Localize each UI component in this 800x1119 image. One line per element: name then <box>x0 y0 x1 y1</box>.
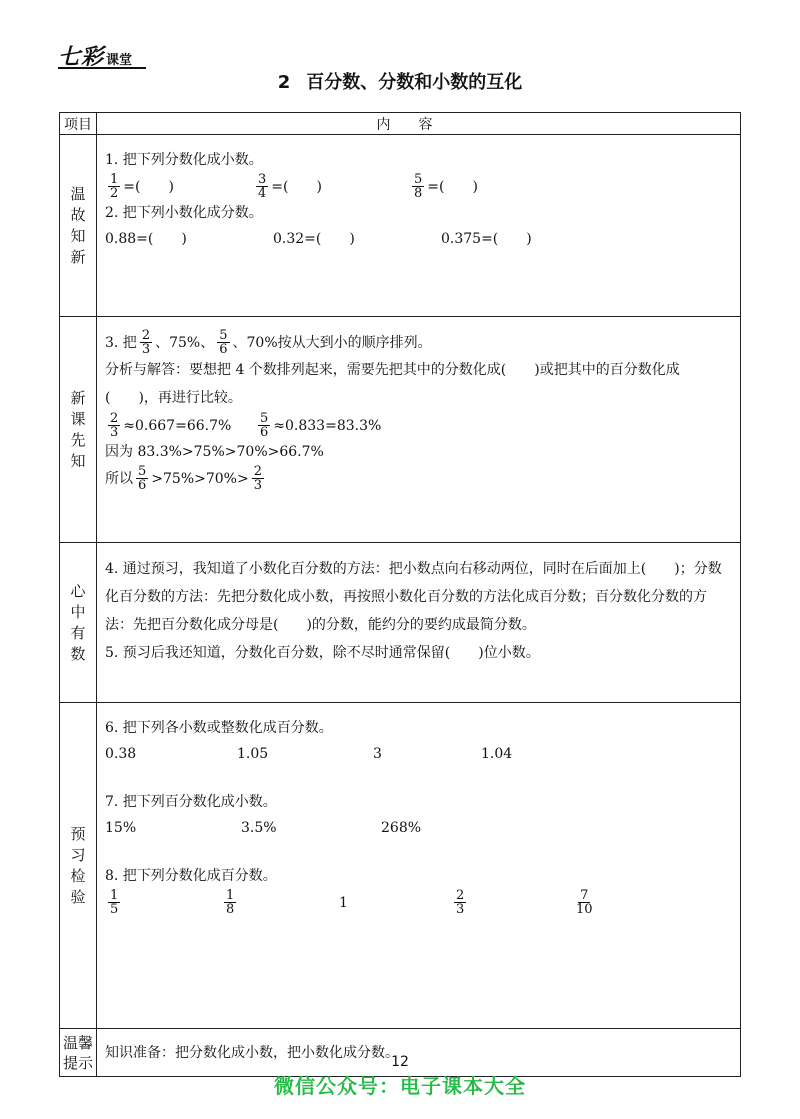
because-line: 因为 83.3%>75%>70%>66.7% <box>105 444 324 460</box>
table-header-row <box>60 113 741 135</box>
q6-text: 6. 把下列各小数或整数化成百分数。 <box>105 720 333 736</box>
logo-script: 七彩 <box>58 45 105 70</box>
q7-item: 268% <box>381 820 422 836</box>
q2-item: 0.375=( ) <box>441 231 532 247</box>
q3-text: 3. 把 $\frac{2}{3}$ 、75%、 $\frac{5}{6}$ 、70%按从大到小的顺序排列。 <box>105 328 432 357</box>
q1-item: $\frac{3}{4}$ =( ) <box>258 172 322 201</box>
q6-item: 1.05 <box>237 746 269 762</box>
q7-items <box>105 815 732 841</box>
side-label-review: 温故知新 <box>60 135 97 317</box>
worksheet-table <box>59 112 741 1077</box>
page-number: 12 <box>391 1054 409 1070</box>
row-new-lesson <box>60 317 741 543</box>
q8-item: $\frac{7}{10}$ <box>576 888 593 917</box>
q1-items <box>105 173 732 200</box>
q8-item: $\frac{1}{5}$ <box>110 888 119 917</box>
page-title <box>0 68 800 94</box>
q8-item: $\frac{2}{3}$ <box>456 888 465 917</box>
q8-items <box>105 889 732 916</box>
q8-text: 8. 把下列分数化成百分数。 <box>105 868 277 884</box>
section-title: 百分数、分数和小数的互化 <box>306 72 523 93</box>
side-label-mind: 心中有数 <box>60 543 97 703</box>
row-mind <box>60 543 741 703</box>
q1-text: 1. 把下列分数化成小数。 <box>105 152 263 168</box>
q4-text: 4. 通过预习，我知道了小数化百分数的方法：把小数点向右移动两位，同时在后面加上( )；分数化百分数的方法：先把分数化成小数，再按照小数化百分数的方法化成百分数；百分数化分数的方法：先把百分数化成分母是( )的分数，能约分的要约成最简分数。 <box>105 561 722 633</box>
mind-content <box>97 543 741 703</box>
check-content <box>97 703 741 1029</box>
side-label-tips: 温馨提示 <box>60 1029 97 1077</box>
header-content: 内容 <box>97 113 741 135</box>
q8-item: 1 <box>339 894 348 911</box>
q7-text: 7. 把下列百分数化成小数。 <box>105 794 277 810</box>
logo-text: 课堂 <box>106 53 133 68</box>
q8-item: $\frac{1}{8}$ <box>226 888 235 917</box>
q5-text: 5. 预习后我还知道，分数化百分数，除不尽时通常保留( )位小数。 <box>105 645 540 661</box>
header-item: 项目 <box>60 113 97 135</box>
q1-item: $\frac{1}{2}$ =( ) <box>110 172 174 201</box>
row-review <box>60 135 741 317</box>
q2-item: 0.88=( ) <box>105 231 187 247</box>
side-label-check: 预习检验 <box>60 703 97 1029</box>
q6-item: 1.04 <box>481 746 513 762</box>
review-content <box>97 135 741 317</box>
q6-item: 3 <box>373 746 382 762</box>
publisher-logo <box>58 40 132 71</box>
side-label-new-lesson: 新课先知 <box>60 317 97 543</box>
new-lesson-content <box>97 317 741 543</box>
row-check <box>60 703 741 1029</box>
q1-item: $\frac{5}{8}$ =( ) <box>414 172 478 201</box>
q7-item: 3.5% <box>241 820 277 836</box>
q2-items <box>105 226 732 252</box>
so-line: 所以 $\frac{5}{6}$ >75%>70%> $\frac{2}{3}$ <box>105 464 262 493</box>
q2-text: 2. 把下列小数化成分数。 <box>105 205 263 221</box>
q7-item: 15% <box>105 820 137 836</box>
q2-item: 0.32=( ) <box>273 231 355 247</box>
calc-line: $\frac{2}{3}$ ≈0.667=66.7% $\frac{5}{6}$ ≈0.833=83.3% <box>110 411 382 440</box>
q6-item: 0.38 <box>105 746 137 762</box>
tips-text: 知识准备：把分数化成小数，把小数化成分数。 <box>105 1044 399 1061</box>
q6-items <box>105 741 732 767</box>
watermark: 微信公众号：电子课本大全 <box>274 1074 526 1098</box>
analysis-text: 分析与解答：要想把 4 个数排列起来，需要先把其中的分数化成( )或把其中的百分数化成( )，再进行比较。 <box>105 362 680 406</box>
section-number: 2 <box>277 72 291 93</box>
